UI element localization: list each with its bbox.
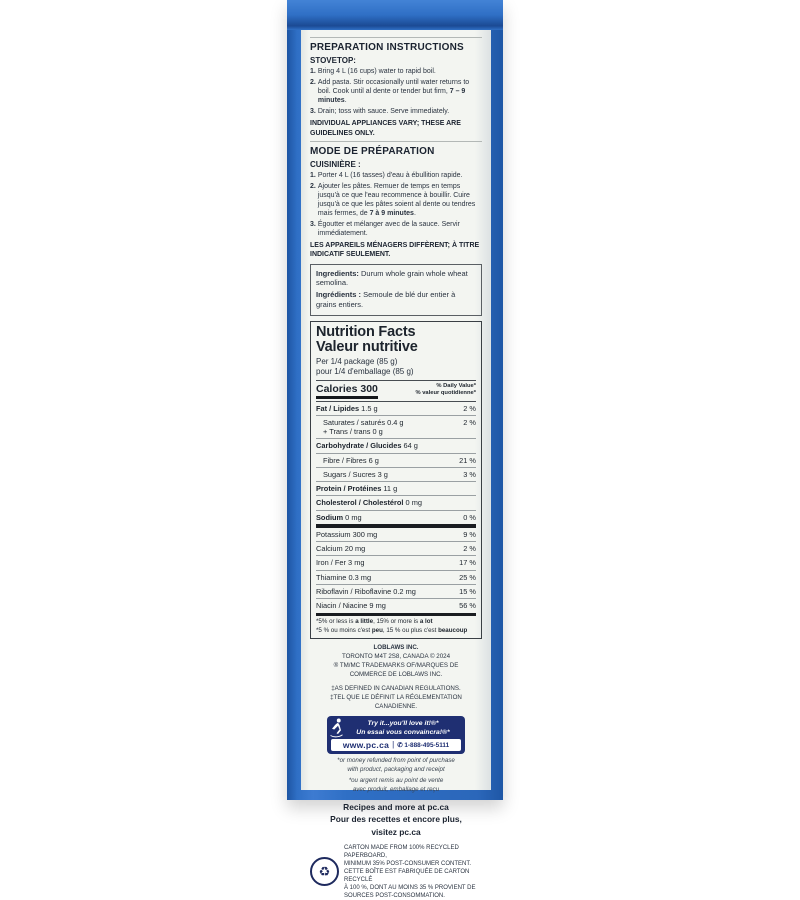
daily-value-header-en: % Daily Value*	[415, 383, 476, 391]
serving-size-en: Per 1/4 package (85 g)	[316, 357, 476, 367]
nutrition-footnotes: *5% or less is a little, 15% or more is a lot *5 % ou moins c'est peu, 15 % ou plus c'est beaucoup	[316, 613, 476, 635]
pasta-box-side-panel	[287, 0, 503, 800]
preparation-instructions-en	[310, 37, 482, 138]
prep-fr-note: LES APPAREILS MÉNAGERS DIFFÈRENT; À TITRE INDICATIF SEULEMENT.	[310, 241, 482, 259]
prep-fr-steps: 1. Porter 4 L (16 tasses) d'eau à ébullition rapide. 2. Ajouter les pâtes. Remuer de temps en temps jusqu'à ce que l'eau recommence à bouillir. Cuire jusqu'à ce que les pâtes soient al dente ou tendres mais fermes, de 7 à 9 minutes. 3. Égoutter et mélanger avec de la sauce. Servir immédiatement.	[310, 171, 482, 239]
contact-strip	[331, 739, 461, 751]
ingredients-en-label: Ingredients:	[316, 269, 359, 278]
refund-footnote: *or money refunded from point of purchase with product, packaging and receipt *ou argent remis au point de vente avec produit, emballage et reçu	[310, 757, 482, 795]
box-top-flap	[287, 0, 503, 30]
divider: |	[392, 740, 394, 749]
daily-value-header	[415, 383, 476, 399]
tagline-en: Try it...you'll love it!®*	[331, 719, 461, 728]
regulation-notes: ‡AS DEFINED IN CANADIAN REGULATIONS. ‡TEL QUE LE DÉFINIT LA RÉGLEMENTATION CANADIENNE.	[310, 685, 482, 712]
phone-icon: ✆	[397, 742, 402, 749]
serving-size-fr: pour 1/4 d'emballage (85 g)	[316, 367, 476, 377]
phone-number: ✆ 1-888-495-5111	[397, 741, 449, 749]
prep-en-subtitle: STOVETOP:	[310, 56, 482, 65]
legal-block	[310, 644, 482, 712]
divider	[310, 37, 482, 38]
recipes-promo: Recipes and more at pc.ca Pour des recettes et encore plus, visitez pc.ca	[310, 801, 482, 839]
divider	[310, 141, 482, 142]
daily-value-header-fr: % valeur quotidienne*	[415, 390, 476, 398]
ingredients-fr-text: Semoule de blé dur entier à grains entiers.	[316, 290, 455, 309]
prep-en-title: PREPARATION INSTRUCTIONS	[310, 42, 482, 53]
ingredients-en	[316, 269, 476, 289]
nutrition-title-en: Nutrition Facts	[316, 325, 476, 340]
ingredients-box	[310, 264, 482, 316]
nutrient-rows: Fat / Lipides 1.5 g 2 % Saturates / saturés 0.4 g + Trans / trans 0 g 2 % Carbohydrate / Glucides 64 g Fibre / Fibres 6 g 21 % Sugars / Sucres 3 g 3 % Protein / Protéines 11 g Cholesterol / Cholestérol 0 mg Sodium 0 mg 0 % Potassium 300 mg 9 % Calcium 20 mg 2 % Iron / Fer 3 mg 17 % Thiamine 0.3 mg 25 % Riboflavin / Riboflavine 0.2 mg 15 % Niacin / Niacine 9 mg 56 %	[316, 401, 476, 613]
prep-en-steps: 1. Bring 4 L (16 cups) water to rapid boil. 2. Add pasta. Stir occasionally until water returns to boil. Cook until al dente or tender but firm, 7 – 9 minutes. 3. Drain; toss with sauce. Serve immediately.	[310, 67, 482, 116]
calories-value: Calories 300	[316, 383, 378, 399]
side-panel-label	[301, 30, 491, 790]
prep-fr-title: MODE DE PRÉPARATION	[310, 146, 482, 157]
prep-fr-subtitle: CUISINIÈRE :	[310, 160, 482, 169]
ingredients-fr-label: Ingrédients :	[316, 290, 361, 299]
nutrition-title-fr: Valeur nutritive	[316, 340, 476, 355]
calories-row	[316, 380, 476, 401]
company-address: LOBLAWS INC. TORONTO M4T 2S8, CANADA © 2024 ® TM/MC TRADEMARKS OF/MARQUES DE COMMERCE DE LOBLAWS INC.	[310, 644, 482, 680]
ingredients-en-text: Durum whole grain whole wheat semolina.	[316, 269, 468, 288]
recycle-block	[310, 844, 482, 900]
nutrition-facts-table	[310, 321, 482, 639]
pc-guarantee-banner	[327, 716, 465, 754]
preparation-instructions-fr	[310, 141, 482, 260]
recycle-icon: ♻	[310, 857, 339, 886]
ingredients-fr	[316, 290, 476, 310]
serving-size	[316, 357, 476, 377]
website-url: www.pc.ca	[343, 740, 389, 750]
recycle-text: CARTON MADE FROM 100% RECYCLED PAPERBOARD, MINIMUM 35% POST-CONSUMER CONTENT. CETTE BOÎTE EST FABRIQUÉE DE CARTON RECYCLÉ À 100 %, DONT AU MOINS 35 % PROVIENT DE SOURCES POST-CONSOMMATION.	[344, 844, 482, 900]
skater-icon	[329, 717, 344, 739]
tagline-fr: Un essai vous convaincra!®*	[331, 728, 461, 737]
prep-en-note: INDIVIDUAL APPLIANCES VARY; THESE ARE GUIDELINES ONLY.	[310, 119, 482, 137]
